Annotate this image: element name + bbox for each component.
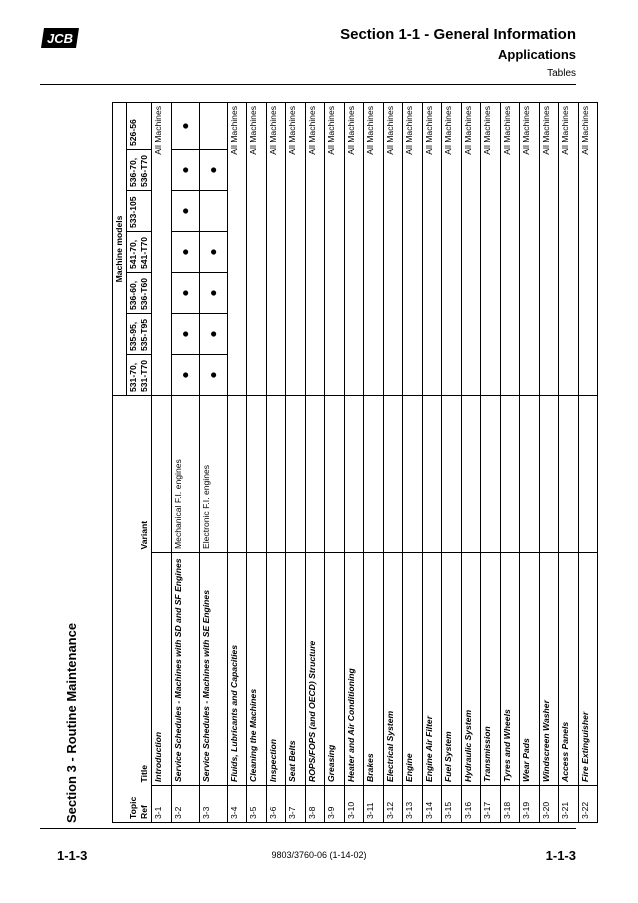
row-ref: 3-17 <box>481 786 501 823</box>
document-reference: 9803/3760-06 (1-14-02) <box>271 850 367 860</box>
subsubtitle: Tables <box>547 68 576 79</box>
row-all-machines: All Machines <box>247 102 267 395</box>
row-title: Greasing <box>325 553 345 786</box>
table-row <box>171 102 199 822</box>
row-variant <box>305 396 325 553</box>
table-row <box>199 102 227 822</box>
table-row <box>578 102 598 822</box>
row-variant <box>266 396 286 553</box>
table-row <box>286 102 306 822</box>
table-row <box>325 102 345 822</box>
row-all-machines: All Machines <box>364 102 384 395</box>
row-all-machines: All Machines <box>539 102 559 395</box>
row-title: Seat Belts <box>286 553 306 786</box>
row-title: Cleaning the Machines <box>247 553 267 786</box>
row-ref: 3-13 <box>403 786 423 823</box>
page-number-right: 1-1-3 <box>545 848 576 863</box>
footer-rule <box>40 828 576 829</box>
table-row <box>461 102 481 822</box>
row-title: Windscreen Washer <box>539 553 559 786</box>
row-title: Transmission <box>481 553 501 786</box>
row-ref: 3-8 <box>305 786 325 823</box>
row-all-machines: All Machines <box>520 102 540 395</box>
th-title: Title <box>113 553 152 786</box>
table-row <box>305 102 325 822</box>
applicable-dot: ● <box>171 191 199 232</box>
header-rule <box>40 84 576 85</box>
applicable-dot: ● <box>199 314 227 355</box>
th-model-7: 526-56 <box>127 102 152 149</box>
row-variant <box>578 396 598 553</box>
row-ref: 3-3 <box>199 786 227 823</box>
row-variant: Mechanical F.I. engines <box>171 396 199 553</box>
table-row <box>422 102 442 822</box>
row-ref: 3-1 <box>152 786 172 823</box>
table-row <box>266 102 286 822</box>
applicable-dot: ● <box>171 314 199 355</box>
row-title: Brakes <box>364 553 384 786</box>
row-ref: 3-21 <box>559 786 579 823</box>
row-all-machines: All Machines <box>500 102 520 395</box>
row-all-machines: All Machines <box>422 102 442 395</box>
row-ref: 3-5 <box>247 786 267 823</box>
table-row <box>364 102 384 822</box>
th-model-4: 541-70, 541-T70 <box>127 232 152 273</box>
row-title: Heater and Air Conditioning <box>344 553 364 786</box>
applicable-dot: ● <box>199 355 227 396</box>
row-title: Electrical System <box>383 553 403 786</box>
row-variant <box>286 396 306 553</box>
applicable-dot: ● <box>171 355 199 396</box>
th-model-1: 531-70, 531-T70 <box>127 355 152 396</box>
row-variant <box>422 396 442 553</box>
row-ref: 3-4 <box>227 786 247 823</box>
row-title: Engine <box>403 553 423 786</box>
row-ref: 3-6 <box>266 786 286 823</box>
row-variant <box>520 396 540 553</box>
row-ref: 3-22 <box>578 786 598 823</box>
row-variant <box>383 396 403 553</box>
row-ref: 3-14 <box>422 786 442 823</box>
row-ref: 3-19 <box>520 786 540 823</box>
row-title: Tyres and Wheels <box>500 553 520 786</box>
row-all-machines: All Machines <box>266 102 286 395</box>
row-variant <box>539 396 559 553</box>
row-title: Engine Air Filter <box>422 553 442 786</box>
table-row <box>344 102 364 822</box>
applicable-dot: ● <box>199 150 227 191</box>
side-section-title: Section 3 - Routine Maintenance <box>64 622 79 823</box>
row-title: Hydraulic System <box>461 553 481 786</box>
row-all-machines: All Machines <box>227 102 247 395</box>
row-variant <box>500 396 520 553</box>
row-all-machines: All Machines <box>152 102 172 395</box>
th-machine-models: Machine models <box>113 102 127 395</box>
table-row <box>481 102 501 822</box>
applicable-dot: ● <box>171 273 199 314</box>
row-variant <box>481 396 501 553</box>
row-all-machines: All Machines <box>481 102 501 395</box>
page-number-left: 1-1-3 <box>57 848 88 863</box>
row-all-machines: All Machines <box>578 102 598 395</box>
applications-table <box>112 102 598 823</box>
subtitle: Applications <box>497 47 576 62</box>
applicable-dot: ● <box>199 273 227 314</box>
row-variant <box>403 396 423 553</box>
row-ref: 3-12 <box>383 786 403 823</box>
section-title: Section 1-1 - General Information <box>340 26 576 43</box>
row-variant <box>559 396 579 553</box>
th-model-5: 533-105 <box>127 191 152 232</box>
table-row <box>559 102 579 822</box>
header-row-1 <box>113 102 127 822</box>
th-variant: Variant <box>113 396 152 553</box>
th-model-2: 535-95, 535-T95 <box>127 314 152 355</box>
row-all-machines: All Machines <box>442 102 462 395</box>
table-row <box>227 102 247 822</box>
applicable-dot: ● <box>171 102 199 149</box>
row-ref: 3-10 <box>344 786 364 823</box>
row-variant <box>364 396 384 553</box>
row-ref: 3-2 <box>171 786 199 823</box>
row-title: Fire Extinguisher <box>578 553 598 786</box>
th-topic-ref: Topic Ref <box>113 786 152 823</box>
row-ref: 3-18 <box>500 786 520 823</box>
row-variant <box>344 396 364 553</box>
empty-cell <box>199 102 227 149</box>
row-title: Wear Pads <box>520 553 540 786</box>
applicable-dot: ● <box>171 150 199 191</box>
row-all-machines: All Machines <box>286 102 306 395</box>
empty-cell <box>199 191 227 232</box>
table-row <box>403 102 423 822</box>
table-row <box>247 102 267 822</box>
logo-text: JCB <box>46 31 74 46</box>
row-variant <box>461 396 481 553</box>
row-variant <box>325 396 345 553</box>
row-all-machines: All Machines <box>403 102 423 395</box>
table-row <box>520 102 540 822</box>
row-variant <box>442 396 462 553</box>
row-variant <box>247 396 267 553</box>
row-title: ROPS/FOPS (and OECD) Structure <box>305 553 325 786</box>
row-all-machines: All Machines <box>305 102 325 395</box>
row-title: Fluids, Lubricants and Capacities <box>227 553 247 786</box>
th-model-6: 536-70, 536-T70 <box>127 150 152 191</box>
row-title: Fuel System <box>442 553 462 786</box>
row-variant: Electronic F.I. engines <box>199 396 227 553</box>
row-all-machines: All Machines <box>461 102 481 395</box>
row-variant <box>152 396 172 553</box>
table-row <box>152 102 172 822</box>
row-title: Access Panels <box>559 553 579 786</box>
row-all-machines: All Machines <box>383 102 403 395</box>
row-title: Service Schedules - Machines with SE Engines <box>199 553 227 786</box>
row-ref: 3-15 <box>442 786 462 823</box>
row-ref: 3-16 <box>461 786 481 823</box>
table-row <box>383 102 403 822</box>
row-title: Service Schedules - Machines with SD and SF Engines <box>171 553 199 786</box>
jcb-logo <box>40 26 80 50</box>
th-model-3: 536-60, 536-T60 <box>127 273 152 314</box>
row-ref: 3-20 <box>539 786 559 823</box>
row-all-machines: All Machines <box>325 102 345 395</box>
row-ref: 3-9 <box>325 786 345 823</box>
applicable-dot: ● <box>199 232 227 273</box>
row-ref: 3-11 <box>364 786 384 823</box>
row-title: Inspection <box>266 553 286 786</box>
row-variant <box>227 396 247 553</box>
table-row <box>442 102 462 822</box>
rotated-table-sheet <box>64 103 590 823</box>
table-row <box>500 102 520 822</box>
row-all-machines: All Machines <box>559 102 579 395</box>
row-title: Introduction <box>152 553 172 786</box>
table-row <box>539 102 559 822</box>
row-ref: 3-7 <box>286 786 306 823</box>
applicable-dot: ● <box>171 232 199 273</box>
row-all-machines: All Machines <box>344 102 364 395</box>
